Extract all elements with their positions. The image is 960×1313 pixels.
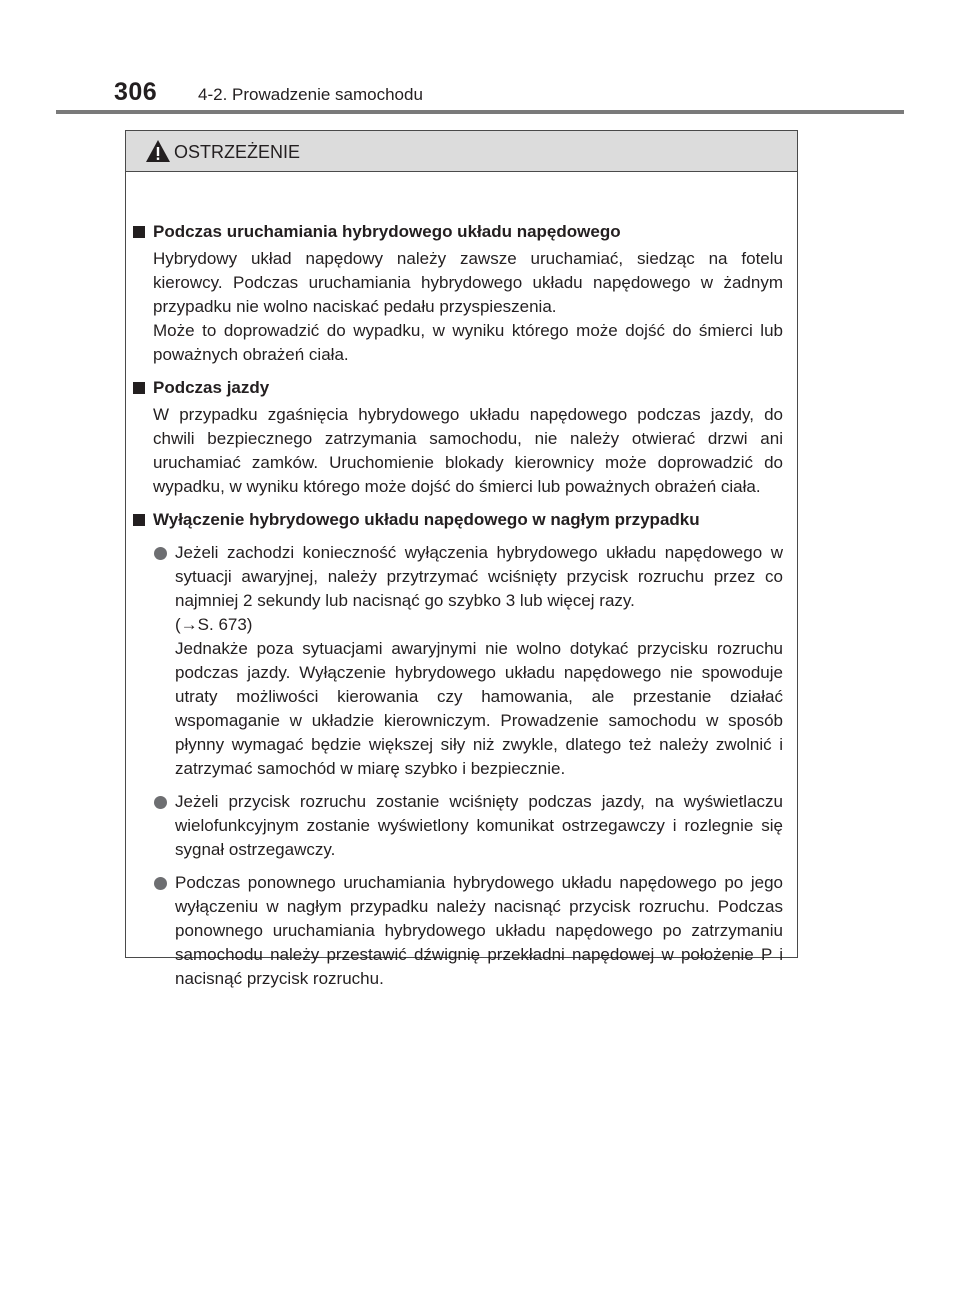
bullet-text: Jeżeli zachodzi konieczność wyłączenia hybrydowego układu napędowego w sytuacji awaryjnej, należy przytrzymać wciśnięty przycisk rozruchu przez co najmniej 2 sekundy lub nacisnąć go szybko 3 lub więcej razy. <box>175 543 783 610</box>
paragraph-text: Hybrydowy układ napędowy należy zawsze uruchamiać, siedząc na fotelu kierowcy. Podczas uruchamiania hybrydowego układu napędowego w żadnym przypadku nie wolno naciskać pedału przyspieszenia. <box>153 249 783 316</box>
square-bullet-icon <box>133 514 145 526</box>
header-rule <box>56 110 904 114</box>
round-bullet-icon <box>154 547 167 560</box>
section-heading <box>130 220 783 244</box>
paragraph <box>130 247 783 367</box>
paragraph <box>130 403 783 499</box>
round-bullet-icon <box>154 877 167 890</box>
square-bullet-icon <box>133 382 145 394</box>
bullet-text: Jeżeli przycisk rozruchu zostanie wciśnięty podczas jazdy, na wyświetlaczu wielofunkcyjnym zostanie wyświetlony komunikat ostrzegawczy i rozlegnie się sygnał ostrzegawczy. <box>175 792 783 859</box>
warning-box <box>125 130 798 988</box>
list-item <box>130 871 783 991</box>
warning-title: OSTRZEŻENIE <box>174 142 301 162</box>
paragraph-text: W przypadku zgaśnięcia hybrydowego układu napędowego podczas jazdy, do chwili bezpiecznego zatrzymania samochodu, nie należy otwierać drzwi ani uruchamiać zamków. Uruchomienie blokady kierownicy może doprowadzić do wypadku, w wyniku którego może dojść do śmierci lub poważnych obrażeń ciała. <box>153 405 783 496</box>
page-reference: (→S. 673) <box>175 615 253 634</box>
section-heading-text: Podczas jazdy <box>153 378 270 397</box>
bullet-text: Jednakże poza sytuacjami awaryjnymi nie wolno dotykać przycisku rozruchu podczas jazdy. Wyłączenie hybrydowego układu napędowego nie spowoduje utraty możliwości kierowania czy hamowania, ale przestanie działać wspomaganie w układzie kierowniczym. Prowadzenie samochodu w sposób płynny wymagać będzie większej siły niż zwykle, dlatego też należy zwolnić i zatrzymać samochód w miarę szybko i bezpiecznie. <box>175 639 783 778</box>
warning-triangle-icon <box>145 139 171 163</box>
list-item <box>130 541 783 781</box>
section-heading <box>130 508 783 532</box>
chapter-title: 4-2. Prowadzenie samochodu <box>198 85 423 104</box>
section-heading-text: Wyłączenie hybrydowego układu napędowego w nagłym przypadku <box>153 510 700 529</box>
page-header <box>0 0 960 118</box>
warning-header <box>126 131 797 172</box>
section-heading <box>130 376 783 400</box>
section-heading-text: Podczas uruchamiania hybrydowego układu napędowego <box>153 222 621 241</box>
list-item <box>130 790 783 862</box>
page-number: 306 <box>114 78 158 106</box>
round-bullet-icon <box>154 796 167 809</box>
bullet-text: Podczas ponownego uruchamiania hybrydowego układu napędowego po jego wyłączeniu w nagłym przypadku należy nacisnąć przycisk rozruchu. Podczas ponownego uruchamiania hybrydowego układu napędowego po zatrzymaniu samochodu należy przestawić dźwignię przekładni napędowej w położenie P i nacisnąć przycisk rozruchu. <box>175 873 783 988</box>
square-bullet-icon <box>133 226 145 238</box>
warning-body <box>126 220 797 991</box>
paragraph-text: Może to doprowadzić do wypadku, w wyniku którego może dojść do śmierci lub poważnych obrażeń ciała. <box>153 321 783 364</box>
